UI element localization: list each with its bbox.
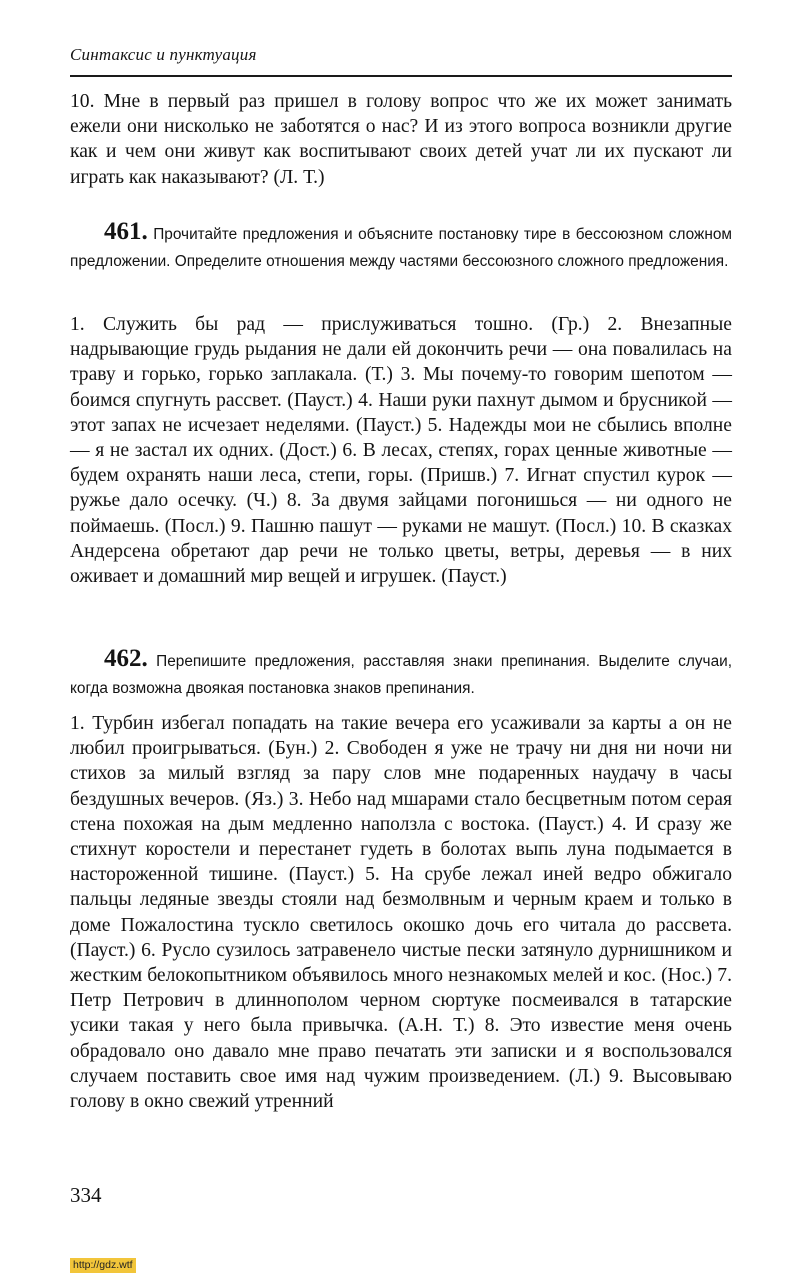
exercise-461-sentences: 1. Служить бы рад — прислуживаться тошно. (Гр.) 2. Внезапные надрывающие грудь рыдания не дали ей докончить речи — она повалилась на траву и горько, горько заплакала. (Т.) 3. Мы почему-то говорим шепотом — боимся спугнуть рассвет. (Пауст.) 4. Наши руки пахнут дымом и брусникой — этот запах не исчезает неделями. (Пауст.) 5. Надежды мои не сбылись вполне — я не застал их одних. (Дост.) 6. В лесах, степях, горах ценные животные — будем охранять наши леса, степи, горы. (Пришв.) 7. Игнат спустил курок — ружье дало осечку. (Ч.) 8. За двумя зайцами погонишься — ни одного не поймаешь. (Посл.) 9. Пашню пашут — руками не машут. (Посл.) 10. В сказках Андерсена обретают дар речи не только цветы, ветры, деревья — в них оживает и домашний мир вещей и игрушек. (Пауст.) <box>70 314 732 588</box>
item-10-paragraph: 10. Мне в первый раз пришел в голову вопрос что же их может занимать ежели они нисколько не заботятся о нас? И из этого вопроса возникли другие как и чем они живут как воспитывают своих детей учат ли их пускают ли играть как наказывают? (Л. Т.) <box>70 91 732 188</box>
exercise-461-instructions: Прочитайте предложения и объясните постановку тире в бессоюзном сложном предложении. Определите отношения между частями бессоюзного сложного предложения. <box>70 226 732 270</box>
textbook-page <box>70 0 732 1274</box>
exercise-461-number: 461. <box>104 218 148 245</box>
source-link[interactable]: http://gdz.wtf <box>70 1258 136 1273</box>
page-number: 334 <box>70 1183 102 1207</box>
running-header: Синтаксис и пунктуация <box>70 45 257 64</box>
header-divider <box>70 75 732 77</box>
exercise-462-task <box>70 645 732 702</box>
exercise-462-instructions: Перепишите предложения, расставляя знаки препинания. Выделите случаи, когда возможна двоякая постановка знаков препинания. <box>70 653 733 697</box>
exercise-462-number: 462. <box>104 645 148 672</box>
exercise-461-task <box>70 218 732 275</box>
exercise-462-sentences: 1. Турбин избегал попадать на такие вечера его усаживали за карты а он не любил проигрываться. (Бун.) 2. Свободен я уже не трачу ни дня ни ночи ни стихов за милый взгляд за пару слов мне подаренных наудачу в часы бездушных вечеров. (Яз.) 3. Небо над мшарами стало бесцветным потом серая стена похожая на дым медленно наползла с востока. (Пауст.) 4. И сразу же стихнут коростели и перестанет гудеть в болотах выпь луна подымается в настороженной тишине. (Пауст.) 5. На срубе лежал иней ведро обжигало пальцы ледяные звезды стояли над безмолвным и черным краем и только в доме Пожалостина тускло светилось окошко дочь его читала до рассвета. (Пауст.) 6. Русло сузилось затравенело чистые пески затянуло дурнишником и жестким белокопытником объявилось много незнакомых мелей и кос. (Нос.) 7. Петр Петрович в длиннополом черном сюртуке посмеивался в татарские усики такая у него была привычка. (А.Н. Т.) 8. Это известие меня очень обрадовало оно давало мне право печатать эти записки и я воспользовался случаем поставить свое имя над чужим произведением. (Л.) 9. Высовываю голову в окно свежий утренний <box>70 713 732 1113</box>
